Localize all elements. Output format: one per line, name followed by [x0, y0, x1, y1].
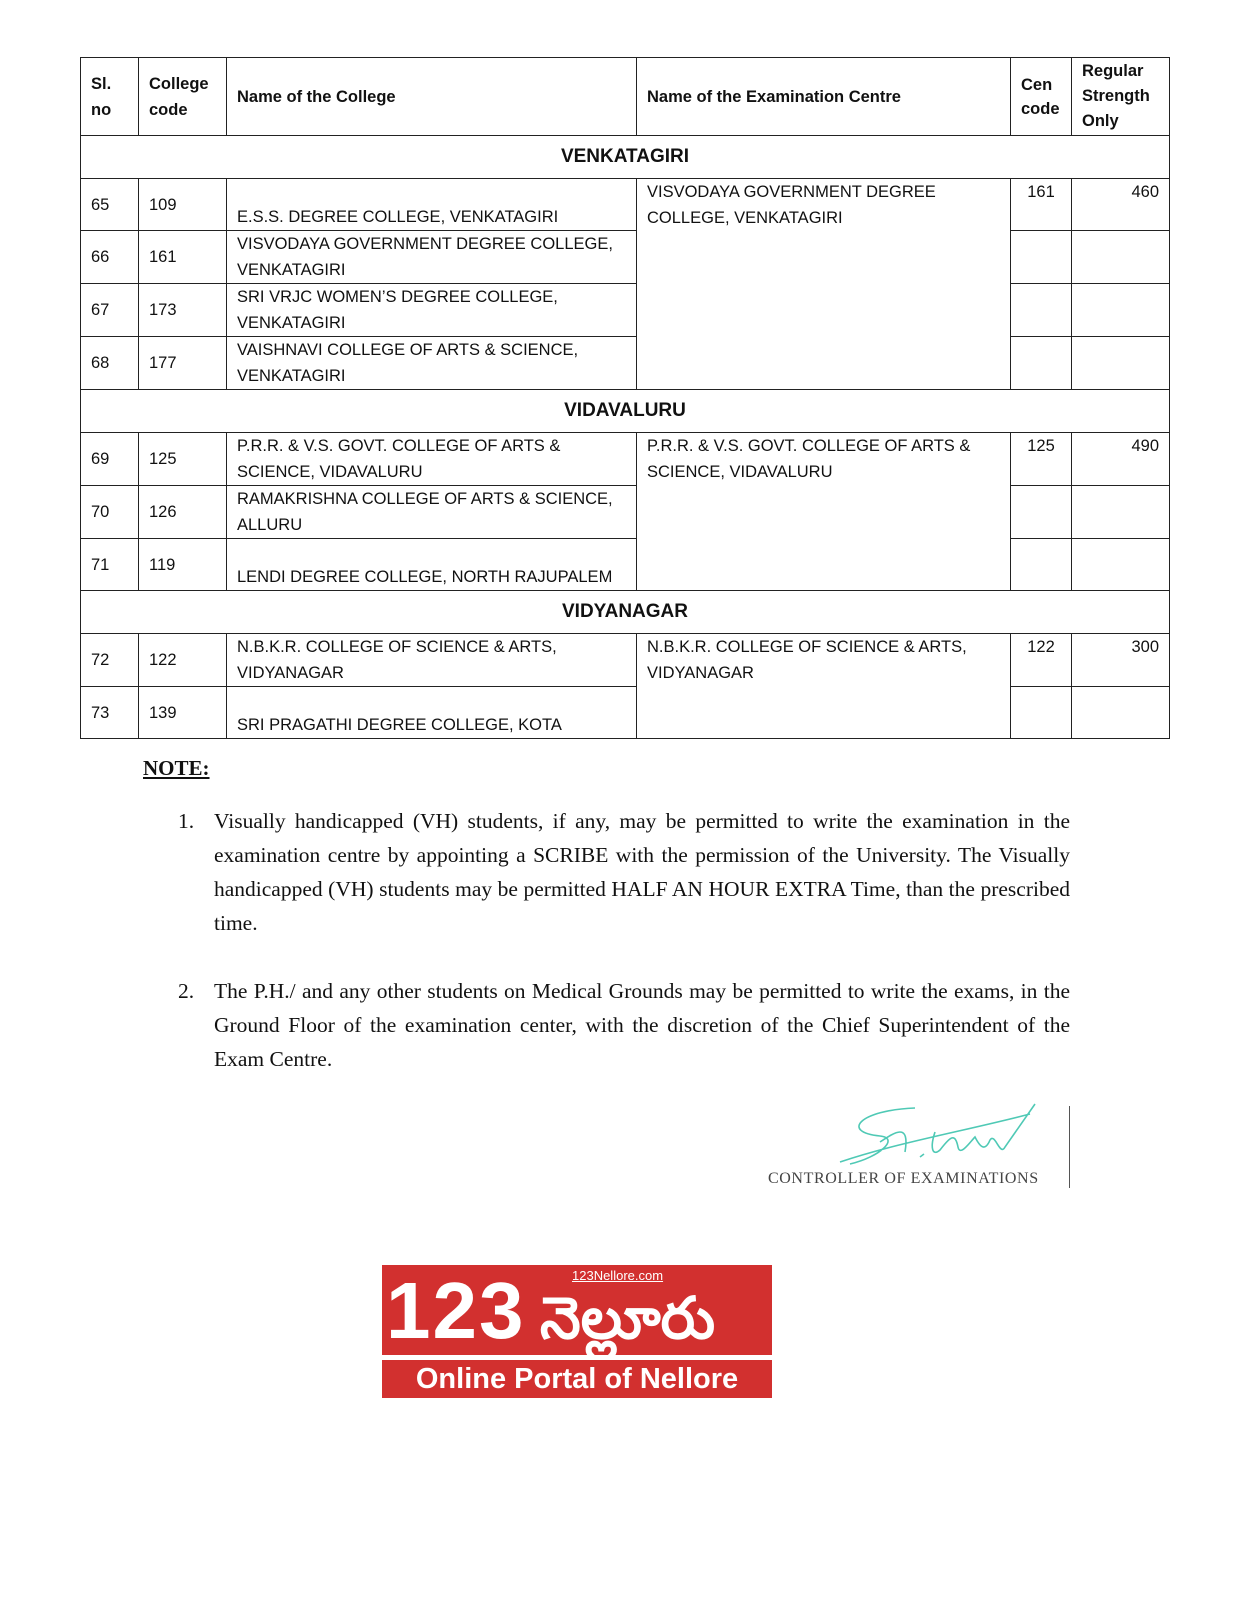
regular-strength-empty — [1072, 337, 1170, 390]
college-code: 161 — [139, 231, 227, 284]
note-number: 2. — [178, 979, 195, 1003]
table-row — [81, 634, 1170, 687]
college-name: VAISHNAVI COLLEGE OF ARTS & SCIENCE, VENKATAGIRI — [227, 337, 637, 390]
sl-no: 68 — [81, 337, 139, 390]
regular-strength-empty — [1072, 687, 1170, 739]
cen-code-empty — [1011, 284, 1072, 337]
sl-no: 71 — [81, 539, 139, 591]
note-item — [178, 974, 1070, 1076]
cen-code-empty — [1011, 337, 1072, 390]
section-row — [81, 591, 1170, 634]
note-heading: NOTE: — [143, 756, 210, 780]
regular-strength: 300 — [1072, 634, 1170, 687]
note-text: Visually handicapped (VH) students, if any, may be permitted to write the examination in the examination centre by appointing a SCRIBE with the permission of the University. The Visually handicapped (VH) students may be permitted HALF AN HOUR EXTRA Time, than the prescribed time. — [214, 809, 1070, 935]
cen-code-empty — [1011, 231, 1072, 284]
college-code: 173 — [139, 284, 227, 337]
section-heading: VIDAVALURU — [81, 390, 1170, 433]
exam-centre: VISVODAYA GOVERNMENT DEGREE COLLEGE, VENKATAGIRI — [637, 179, 1011, 390]
table-row — [81, 433, 1170, 486]
exam-centre: N.B.K.R. COLLEGE OF SCIENCE & ARTS, VIDYANAGAR — [637, 634, 1011, 739]
college-code: 125 — [139, 433, 227, 486]
section-heading: VIDYANAGAR — [81, 591, 1170, 634]
sl-no: 69 — [81, 433, 139, 486]
header-regular-strength: Regular Strength Only — [1072, 58, 1170, 136]
regular-strength-empty — [1072, 284, 1170, 337]
college-name: N.B.K.R. COLLEGE OF SCIENCE & ARTS, VIDYANAGAR — [227, 634, 637, 687]
regular-strength-empty — [1072, 231, 1170, 284]
site-logo — [382, 1265, 772, 1398]
cen-code: 122 — [1011, 634, 1072, 687]
cen-code-empty — [1011, 539, 1072, 591]
sl-no: 66 — [81, 231, 139, 284]
controller-title: CONTROLLER OF EXAMINATIONS — [768, 1170, 1039, 1187]
cen-code: 125 — [1011, 433, 1072, 486]
header-cen-code: Cen code — [1011, 58, 1072, 136]
sl-no: 73 — [81, 687, 139, 739]
logo-url: 123Nellore.com — [572, 1268, 664, 1283]
college-code: 126 — [139, 486, 227, 539]
sl-no: 70 — [81, 486, 139, 539]
college-name: LENDI DEGREE COLLEGE, NORTH RAJUPALEM — [227, 539, 637, 591]
college-code: 139 — [139, 687, 227, 739]
section-heading: VENKATAGIRI — [81, 136, 1170, 179]
section-row — [81, 390, 1170, 433]
header-college-name: Name of the College — [227, 58, 637, 136]
college-name: E.S.S. DEGREE COLLEGE, VENKATAGIRI — [227, 179, 637, 231]
section-row — [81, 136, 1170, 179]
sl-no: 72 — [81, 634, 139, 687]
regular-strength-empty — [1072, 539, 1170, 591]
note-number: 1. — [178, 809, 195, 833]
header-sl-no: Sl. no — [81, 58, 139, 136]
table-row — [81, 179, 1170, 231]
logo-tagline: Online Portal of Nellore — [382, 1360, 772, 1398]
college-code: 109 — [139, 179, 227, 231]
exam-centre-table — [80, 57, 1170, 739]
table-header-row — [81, 58, 1170, 136]
logo-top-band — [382, 1265, 772, 1355]
college-name: RAMAKRISHNA COLLEGE OF ARTS & SCIENCE, ALLURU — [227, 486, 637, 539]
college-name: P.R.R. & V.S. GOVT. COLLEGE OF ARTS & SCIENCE, VIDAVALURU — [227, 433, 637, 486]
college-name: SRI PRAGATHI DEGREE COLLEGE, KOTA — [227, 687, 637, 739]
sl-no: 67 — [81, 284, 139, 337]
college-name: SRI VRJC WOMEN’S DEGREE COLLEGE, VENKATAGIRI — [227, 284, 637, 337]
header-college-code: College code — [139, 58, 227, 136]
signature — [820, 1102, 1070, 1172]
college-name: VISVODAYA GOVERNMENT DEGREE COLLEGE, VENKATAGIRI — [227, 231, 637, 284]
header-exam-centre: Name of the Examination Centre — [637, 58, 1011, 136]
logo-number: 123 — [386, 1266, 526, 1355]
cen-code: 161 — [1011, 179, 1072, 231]
cen-code-empty — [1011, 687, 1072, 739]
regular-strength-empty — [1072, 486, 1170, 539]
exam-centre: P.R.R. & V.S. GOVT. COLLEGE OF ARTS & SCIENCE, VIDAVALURU — [637, 433, 1011, 591]
regular-strength: 460 — [1072, 179, 1170, 231]
cen-code-empty — [1011, 486, 1072, 539]
college-code: 177 — [139, 337, 227, 390]
regular-strength: 490 — [1072, 433, 1170, 486]
divider — [1069, 1106, 1070, 1188]
note-text: The P.H./ and any other students on Medical Grounds may be permitted to write the exams, in the Ground Floor of the examination center, with the discretion of the Chief Superintendent of the Exam Centre. — [214, 979, 1070, 1071]
logo-telugu: నెల్లూరు — [540, 1286, 716, 1351]
college-code: 122 — [139, 634, 227, 687]
note-list — [178, 804, 1070, 1110]
note-item — [178, 804, 1070, 940]
sl-no: 65 — [81, 179, 139, 231]
college-code: 119 — [139, 539, 227, 591]
